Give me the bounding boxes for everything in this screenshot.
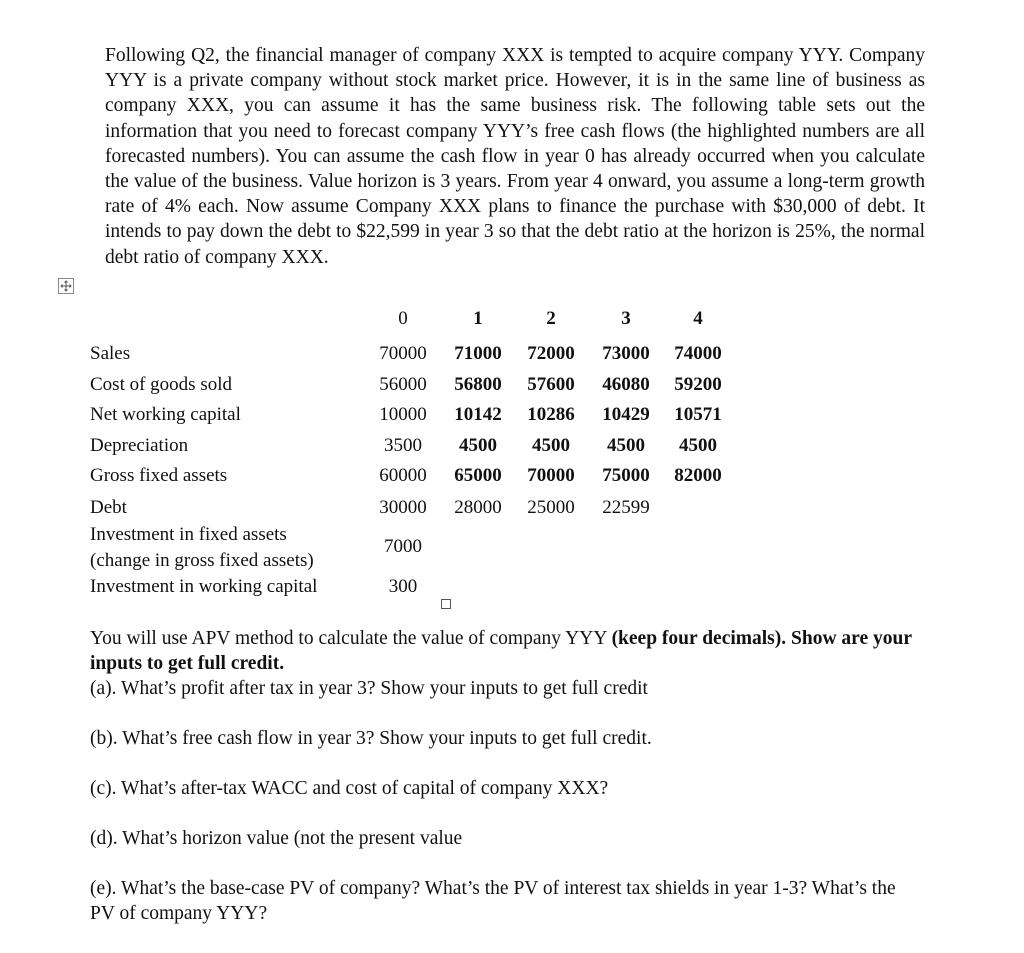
table-cell: 59200 (674, 374, 722, 395)
row-label-cogs: Cost of goods sold (90, 374, 232, 395)
table-cell: 3500 (384, 435, 422, 456)
table-cell: 56800 (454, 374, 502, 395)
row-label-sales: Sales (90, 343, 131, 364)
table-cell: 4500 (532, 435, 570, 456)
instruction (90, 626, 925, 676)
year-header-0: 0 (398, 308, 408, 329)
table-cell: 30000 (379, 497, 427, 518)
row-label-investment-working-capital: Investment in working capital (90, 576, 318, 597)
question-a: (a). What’s profit after tax in year 3? Show your inputs to get full credit (90, 678, 648, 699)
table-move-handle-icon[interactable] (58, 278, 74, 294)
question-d: (d). What’s horizon value (not the present value (90, 828, 463, 849)
table-cell: 73000 (602, 343, 650, 364)
table-cell: 4500 (459, 435, 497, 456)
table-cell: 10142 (454, 404, 502, 425)
table-cell: 10571 (674, 404, 722, 425)
table-cell: 70000 (379, 343, 427, 364)
table-cell: 10000 (379, 404, 427, 425)
table-cell: 57600 (527, 374, 575, 395)
table-cell: 70000 (527, 465, 575, 486)
instruction-text: You will use APV method to calculate the value of company YYY (90, 628, 612, 649)
checkbox-icon (441, 599, 451, 609)
table-cell: 56000 (379, 374, 427, 395)
table-cell: 10286 (527, 404, 575, 425)
table-cell: 300 (388, 576, 418, 597)
instruction-emphasis: (keep four decimals). Show are your inputs to get full credit. (90, 628, 912, 674)
row-label-debt: Debt (90, 497, 127, 518)
table-cell: 72000 (527, 343, 575, 364)
row-label-gross-fixed-assets: Gross fixed assets (90, 465, 228, 486)
table-cell: 46080 (602, 374, 650, 395)
year-header-1: 1 (473, 308, 483, 329)
year-header-4: 4 (693, 308, 703, 329)
questions-section (90, 626, 925, 926)
intro-paragraph: Following Q2, the financial manager of company XXX is tempted to acquire company YYY. Company YYY is a private company without stock market price. However, it is in the same line of business as company XXX, you can assume it has the same business risk. The following table sets out the information that you need to forecast company YYY’s free cash flows (the highlighted numbers are all forecasted numbers). You can assume the cash flow in year 0 has already occurred when you calculate the value of the business. Value horizon is 3 years. From year 4 onward, you assume a long-term growth rate of 4% each. Now assume Company XXX plans to finance the purchase with $30,000 of debt. It intends to pay down the debt to $22,599 in year 3 so that the debt ratio at the horizon is 25%, the normal debt ratio of company XXX. (105, 45, 925, 268)
row-label-investment-fixed-assets: Investment in fixed assets (90, 524, 287, 545)
table-cell: 25000 (527, 497, 575, 518)
question-c: (c). What’s after-tax WACC and cost of capital of company XXX? (90, 778, 609, 799)
row-label-nwc: Net working capital (90, 404, 241, 425)
table-cell: 74000 (674, 343, 722, 364)
row-label-investment-fixed-assets-note: (change in gross fixed assets) (90, 550, 314, 571)
table-cell: 75000 (602, 465, 650, 486)
table-cell: 4500 (607, 435, 645, 456)
year-header-3: 3 (621, 308, 631, 329)
table-cell: 60000 (379, 465, 427, 486)
table-cell: 7000 (384, 536, 422, 557)
question-e: (e). What’s the base-case PV of company? What’s the PV of interest tax shields in year 1-3? What’s the PV of company YYY? (90, 878, 896, 924)
table-cell: 28000 (454, 497, 502, 518)
table-cell: 71000 (454, 343, 502, 364)
table-cell: 4500 (679, 435, 717, 456)
question-b: (b). What’s free cash flow in year 3? Show your inputs to get full credit. (90, 728, 652, 749)
table-cell: 22599 (602, 497, 650, 518)
table-cell: 65000 (454, 465, 502, 486)
year-header-2: 2 (546, 308, 556, 329)
row-label-depreciation: Depreciation (90, 435, 189, 456)
table-cell: 82000 (674, 465, 722, 486)
table-cell: 10429 (602, 404, 650, 425)
